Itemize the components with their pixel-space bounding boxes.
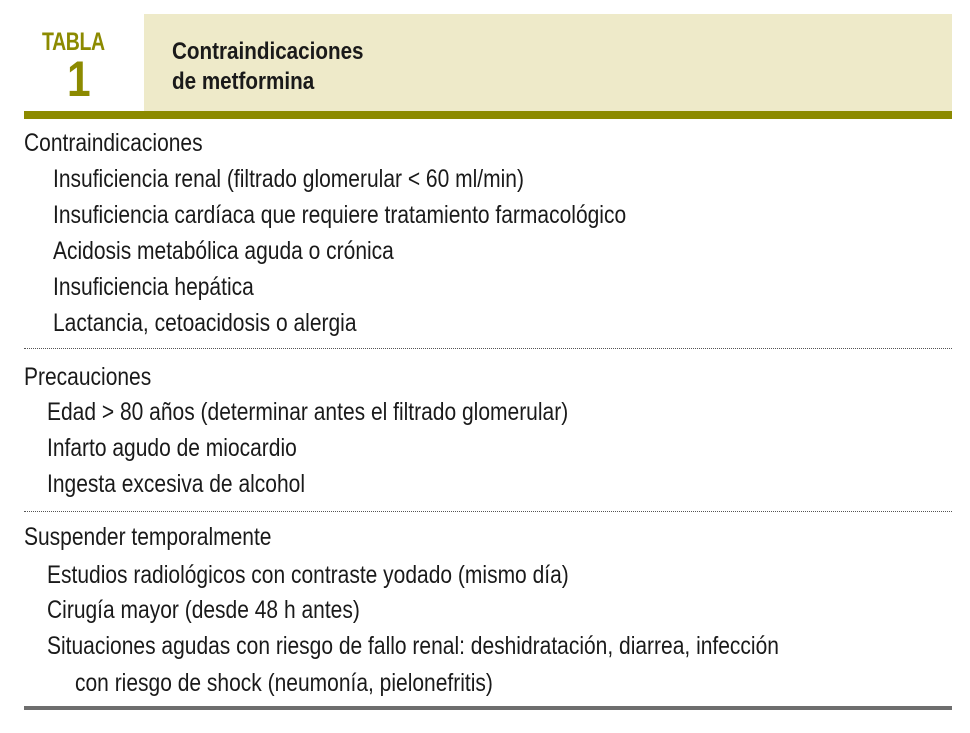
list-item: Insuficiencia hepática <box>53 273 254 301</box>
section-heading-suspender: Suspender temporalmente <box>24 523 272 551</box>
list-item: Ingesta excesiva de alcohol <box>47 470 306 498</box>
list-item: Insuficiencia cardíaca que requiere tratamiento farmacológico <box>53 201 627 229</box>
table-title-line-1: Contraindicaciones <box>172 38 364 65</box>
section-heading-precauciones: Precauciones <box>24 363 152 391</box>
header-rule <box>24 111 952 119</box>
section-heading-contraindicaciones: Contraindicaciones <box>24 129 203 157</box>
table-title-box <box>144 14 952 111</box>
table-title-line-2: de metformina <box>172 68 315 95</box>
table-header <box>24 14 952 111</box>
list-item: Infarto agudo de miocardio <box>47 434 297 462</box>
list-item-continuation: con riesgo de shock (neumonía, pielonefritis) <box>75 669 493 697</box>
list-item: Edad > 80 años (determinar antes el filtrado glomerular) <box>47 398 569 426</box>
list-item: Cirugía mayor (desde 48 h antes) <box>47 596 360 624</box>
section-divider <box>24 348 952 349</box>
list-item: Insuficiencia renal (filtrado glomerular < 60 ml/min) <box>53 165 524 193</box>
section-divider <box>24 511 952 512</box>
table-tag-number: 1 <box>67 51 91 107</box>
list-item: Acidosis metabólica aguda o crónica <box>53 237 394 265</box>
table-tag <box>24 14 144 111</box>
list-item: Situaciones agudas con riesgo de fallo renal: deshidratación, diarrea, infección <box>47 632 779 660</box>
table-tag-word: TABLA <box>42 28 105 56</box>
footer-rule <box>24 706 952 710</box>
list-item: Lactancia, cetoacidosis o alergia <box>53 309 357 337</box>
list-item: Estudios radiológicos con contraste yodado (mismo día) <box>47 561 569 589</box>
